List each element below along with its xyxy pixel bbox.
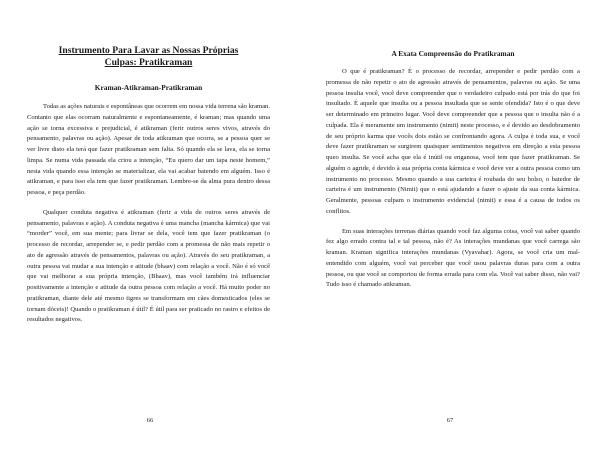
right-paragraph-1: O que é pratikraman? É o processo de recordar, arrepender e pedir perdão com a promessa de não repetir o ato de agressão através de pensamentos, palavras ou ação. Se uma pessoa insulta você, você deve compreender que o verdadeiro culpado está por trás do que foi insultado. É aquele que insulta ou a pessoa insultada que se sente ofendida? Isto é o que deve ser determinado em primeiro lugar. Você deve compreender que a pessoa que o insulta não é a culpada. Ela é meramente um instrumento (nimit) neste processo, e é devido ao desdobramento de seu próprio karma que vocês dois estão se confrontando agora. A culpa é toda sua, e você deve fazer pratikraman se surgirem quaisquer sentimentos negativos em direção a esta pessoa queo insulta. Se você acha que ela é inútil ou enganosa, você tem que fazer pratikraman. Se alguém o agride, é devido à sua própria conta kármica e você deve ver a outra pessoa como um instrumento no processo. Mesmo quando a sua carteira é roubada do seu bolso, o batedor de carteira é um instrumento (Nimit) que o está ajudando a fazer o ajuste da sua conta kármica. Geralmente, pessoas culpam o instrumento evidencial (nimit) e essa é a causa de todos os conflitos. bbox=[326, 68, 580, 215]
left-page-content bbox=[27, 45, 270, 326]
chapter-title bbox=[27, 45, 270, 69]
right-paragraph-2: Em suas interações terrenas diárias quando você faz alguma coisa, você vai saber quando fez algo errado contra tal e tal pessoa, não é? As interações mundanas que você carrega são kraman. Kraman significa interações mundanas (Vyavahar). Agora, se você cria um mal-entendido com alguém, você vai perceber que você usou palavras duras para com a outra pessoa, ou que você se comportou de forma errada para com ela. Você vai saber disso, não vai? Tudo isso é chamado atikraman. bbox=[326, 227, 580, 289]
section-title: A Exata Compreensão do Pratikraman bbox=[391, 49, 515, 58]
chapter-title-line-2: Culpas: Pratikraman bbox=[104, 57, 193, 68]
chapter-title-line-1: Instrumento Para Lavar as Nossas Próprias bbox=[58, 45, 239, 56]
page-number-right: 67 bbox=[446, 417, 454, 424]
left-paragraph-1: Todas as ações naturais e espontâneas que ocorrem em nossa vida terrena são kraman. Contanto que elas ocorram naturalmente e espontaneamente, é kraman; mas quando uma ação se torna excessiva e prejudicial, é atikraman (ferir outros seres vivos, através do pensamento, palavras ou ação). Apesar de toda atikraman que ocorra, se a pessoa quer se ver livre disto ela terá que fazer pratikraman sem falta. Só quando ela se lava, ela se torna limpa. Se numa vida passada ela criou a intenção, “Eu quero dar um tapa neste homem,” nesta vida quando essa intenção se materializar, ela vai acabar batendo em alguém. Isso é atikraman, e para isso ela tem que fazer pratikraman. Lembre-se da alma pura dentro dessa pessoa, e peça perdão. bbox=[27, 103, 270, 196]
right-page-content bbox=[326, 45, 580, 291]
left-paragraph-2: Qualquer conduta negativa é atikraman (ferir a vida de outros seres através de pensamento, palavras e ação). A conduta negativa é uma mancha (mancha kármica) que vai “morder” você, em sua mente; para livrar se dela, você tem que fazer pratikraman (o processo de recordar, arrepender se, e pedir perdão com a promessa de não mais repetir o ato de agressão através de pensamentos, palavras ou ação). Através do seu pratikraman, a outra pessoa vai mudar a sua intenção e atitude (bhaav) com relação a você. Não é só você que vai melhorar a sua própria intenção, (Bhaav), mas você também irá influenciar positivamente a intenção e atitude da outra pessoa com relação a você. Há muito poder no pratikraman, diante dele até mesmo tigres se transformam em cães domesticados (eles se tornam dóceis)! Quando o pratikraman é útil? É útil para ser praticado no rastro e efeitos de resultados negativos. bbox=[27, 208, 270, 324]
page-number-left: 66 bbox=[146, 417, 154, 424]
section-subtitle: Kraman-Atikraman-Pratikraman bbox=[94, 83, 203, 92]
right-page bbox=[300, 0, 600, 466]
